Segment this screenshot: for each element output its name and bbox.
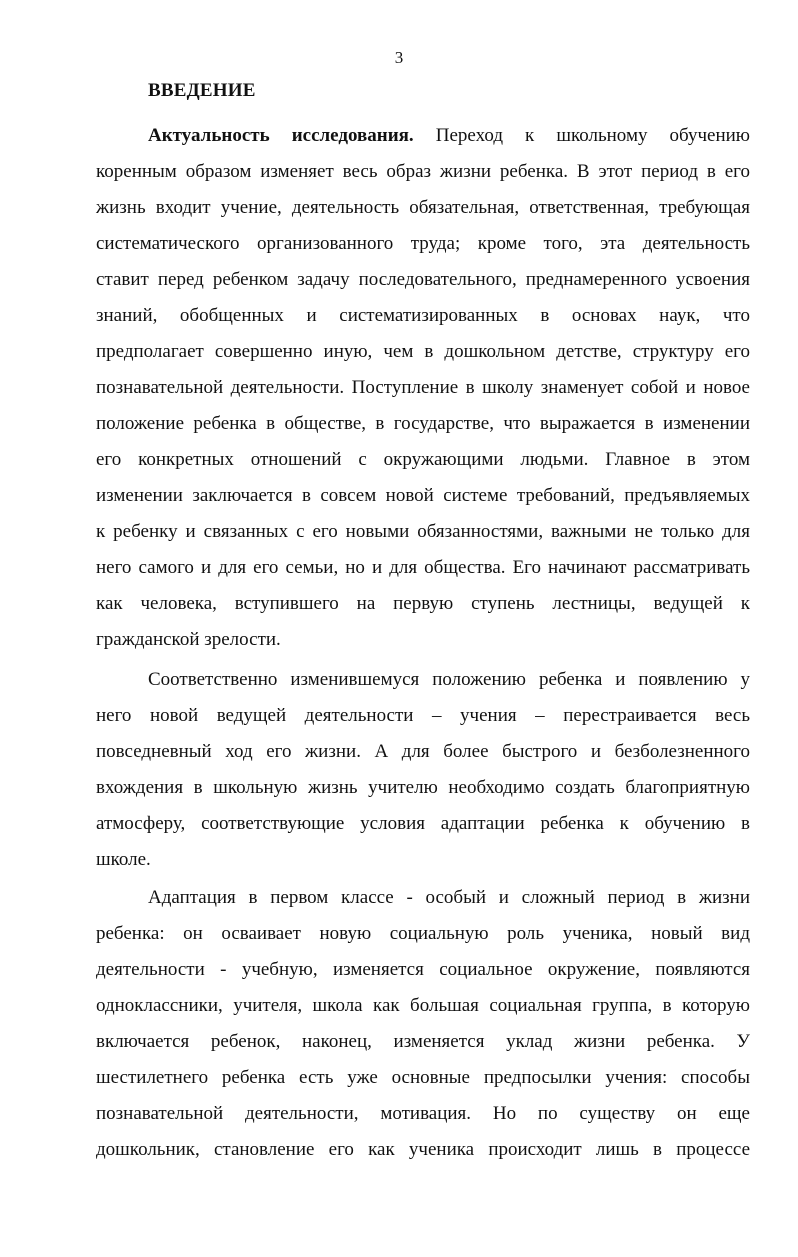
page-number: 3 [394,48,404,67]
text-line: атмосферу, соответствующие условия адаптации ребенка к обучению в [96,813,750,834]
text-line: дошкольник, становление его как ученика происходит лишь в процессе [96,1139,750,1160]
text-line: школе. [96,849,151,870]
text-line: вхождения в школьную жизнь учителю необходимо создать благоприятную [96,777,750,798]
text-line: ставит перед ребенком задачу последовательного, преднамеренного усвоения [96,269,750,290]
text-line: гражданской зрелости. [96,629,281,650]
paragraph-lead: Актуальность исследования. [148,125,414,146]
text-line: знаний, обобщенных и систематизированных в основах наук, что [96,305,750,326]
text-line: познавательной деятельности. Поступление в школу знаменует собой и новое [96,377,750,398]
text-line: коренным образом изменяет весь образ жизни ребенка. В этот период в его [96,161,750,182]
text-line: систематического организованного труда; кроме того, эта деятельность [96,233,750,254]
text-line: жизнь входит учение, деятельность обязательная, ответственная, требующая [96,197,750,218]
text-line: шестилетнего ребенка есть уже основные предпосылки учения: способы [96,1067,750,1088]
text-line: Адаптация в первом классе - особый и сложный период в жизни [148,887,750,908]
text-line: положение ребенка в обществе, в государстве, что выражается в изменении [96,413,750,434]
text-line: повседневный ход его жизни. А для более быстрого и безболезненного [96,741,750,762]
text-line: познавательной деятельности, мотивация. Но по существу он еще [96,1103,750,1124]
text-line: включается ребенок, наконец, изменяется уклад жизни ребенка. У [96,1031,750,1052]
text-line-rest: Переход к школьному обучению [413,125,750,146]
text-line: него самого и для его семьи, но и для общества. Его начинают рассматривать [96,557,750,578]
section-heading: ВВЕДЕНИЕ [148,80,256,101]
text-line: Соответственно изменившемуся положению ребенка и появлению у [148,669,750,690]
text-line: деятельности - учебную, изменяется социальное окружение, появляются [96,959,750,980]
text-line: одноклассники, учителя, школа как большая социальная группа, в которую [96,995,750,1016]
text-line: его конкретных отношений с окружающими людьми. Главное в этом [96,449,750,470]
text-line [148,124,750,148]
text-line: изменении заключается в совсем новой системе требований, предъявляемых [96,485,750,506]
text-line: него новой ведущей деятельности – учения – перестраивается весь [96,705,750,726]
text-line: ребенка: он осваивает новую социальную роль ученика, новый вид [96,923,750,944]
text-line: к ребенку и связанных с его новыми обязанностями, важными не только для [96,521,750,542]
text-line: предполагает совершенно иную, чем в дошкольном детстве, структуру его [96,341,750,362]
text-line: как человека, вступившего на первую ступень лестницы, ведущей к [96,593,750,614]
